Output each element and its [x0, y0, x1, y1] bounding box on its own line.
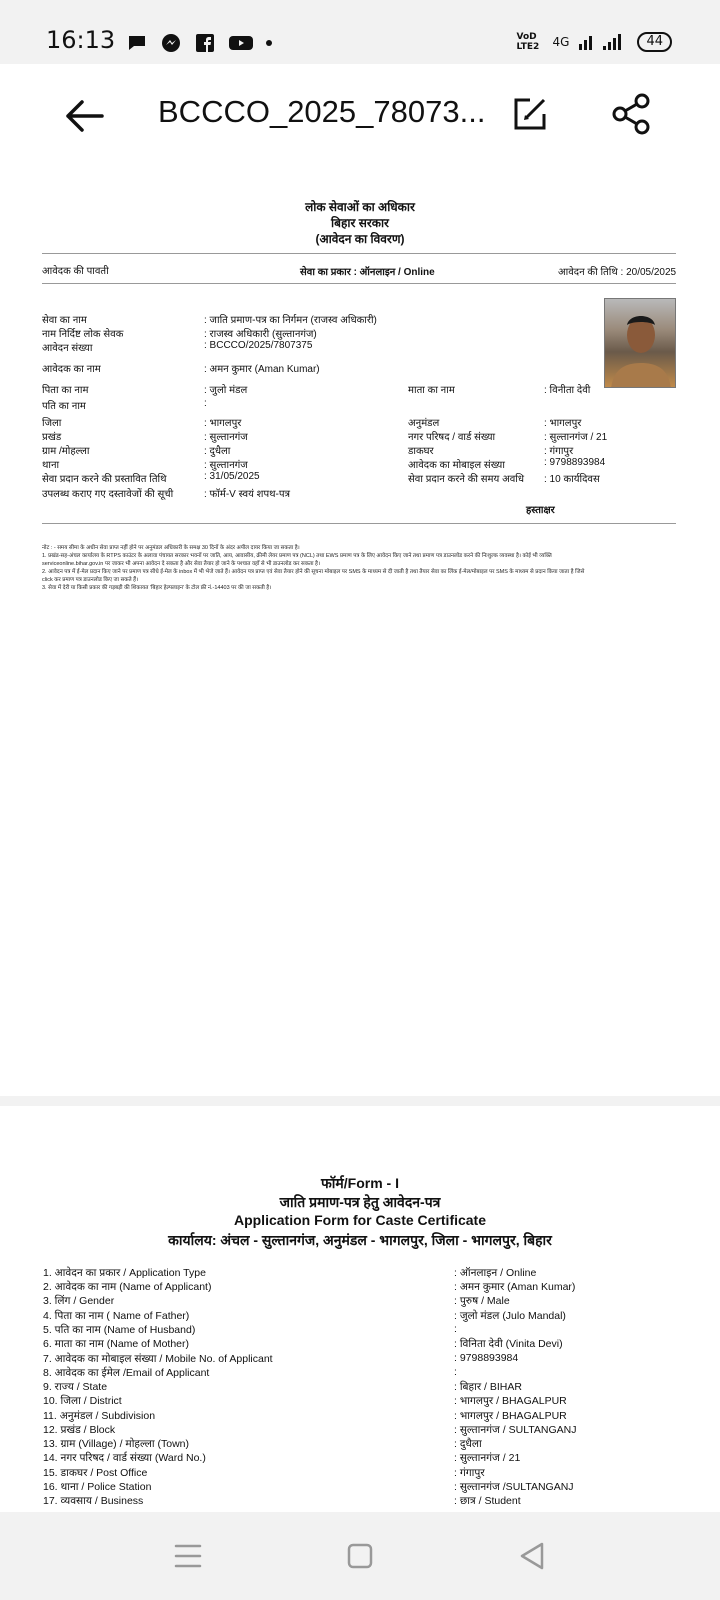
grid-label: आवेदक का मोबाइल संख्या [408, 460, 505, 471]
form-field-label: 4. पिता का नाम ( Name of Father) [43, 1310, 190, 1322]
form-field-value: : पुरुष / Male [454, 1295, 510, 1307]
grid-value: : 9798893984 [544, 457, 606, 468]
document-title: BCCCO_2025_78073... [158, 94, 486, 129]
form-field-value: : सुल्तानगंज / 21 [454, 1452, 521, 1464]
chat-bubble-icon [126, 32, 148, 54]
facebook-icon [194, 32, 216, 54]
form-field-value: : 9798893984 [454, 1352, 519, 1364]
header-line-3: (आवेदन का विवरण) [315, 232, 405, 246]
field-label: आवेदक का नाम [42, 364, 101, 375]
divider [42, 283, 676, 284]
edit-icon[interactable] [510, 94, 550, 134]
field-label: नाम निर्दिष्ट लोक सेवक [42, 329, 124, 340]
grid-label: डाकघर [408, 446, 434, 457]
note-line: 1. प्रखंड-सह-अंचल कार्यालय के RTPS काउंटर के अलावा पंचायत सरकार भवनों पर जाति, आय, आवासीय, क्रीमी लेयर प्रमाण पत्र (NCL) तथा EWS प्रमाण पत्र के लिए आवेदन किए जाने तथा प्रमाण पत्र डाउनलोड करने की निःशुल्क व्यवस्था है। कोई भी व्यक्ति [42, 553, 552, 559]
grid-label: प्रखंड [42, 432, 62, 443]
form-field-value: : [454, 1366, 457, 1378]
signal-strength-icon [579, 32, 627, 52]
messenger-icon [160, 32, 182, 54]
grid-value: : 10 कार्यदिवस [544, 474, 600, 485]
form-field-value: : छात्र / Student [454, 1495, 521, 1507]
grid-label: सेवा प्रदान करने की प्रस्तावित तिथि [42, 474, 167, 485]
form-field-label: 16. थाना / Police Station [43, 1481, 152, 1493]
form-field-value: : दुधैला [454, 1438, 482, 1450]
form-field-label: 13. ग्राम (Village) / मोहल्ला (Town) [43, 1438, 189, 1450]
grid-value: : जुलो मंडल [204, 385, 248, 396]
signature-label: हस्ताक्षर [526, 505, 555, 516]
youtube-icon [228, 32, 254, 54]
grid-label: पति का नाम [42, 401, 86, 412]
form-field-label: 3. लिंग / Gender [43, 1295, 115, 1307]
form-field-value: : बिहार / BIHAR [454, 1381, 522, 1393]
field-value: : राजस्व अधिकारी (सुल्तानगंज) [204, 329, 317, 340]
grid-value: : विनीता देवी [544, 385, 591, 396]
form-field-value: : ऑनलाइन / Online [454, 1267, 537, 1279]
form-field-value: : जुलो मंडल (Julo Mandal) [454, 1310, 566, 1322]
share-icon[interactable] [610, 92, 654, 136]
form-field-label: 14. नगर परिषद / वार्ड संख्या (Ward No.) [43, 1452, 206, 1464]
note-line: serviceonline.bihar.gov.in पर जाकर भी अपना आवेदन दे सकता है और सेवा तैयार हो जाने के पश्चात वहाँ से भी डाउनलोड कर सकता है। [42, 561, 321, 567]
form-field-label: 5. पति का नाम (Name of Husband) [43, 1324, 196, 1336]
battery-indicator: 44 [637, 32, 672, 52]
form-field-label: 10. जिला / District [43, 1395, 122, 1407]
form-field-value: : गंगापुर [454, 1467, 485, 1479]
network-type: 4G [552, 35, 570, 49]
grid-value: : सुल्तानगंज [204, 432, 248, 443]
form-field-label: 7. आवेदक का मोबाइल संख्या / Mobile No. of Applicant [43, 1353, 273, 1365]
form-field-label: 9. राज्य / State [43, 1381, 108, 1393]
grid-value: : भागलपुर [544, 418, 582, 429]
form-field-label: 8. आवेदक का ईमेल /Email of Applicant [43, 1367, 210, 1379]
service-type: सेवा का प्रकार : ऑनलाइन / Online [300, 267, 435, 278]
notification-icons [126, 32, 272, 54]
form-field-label: 6. माता का नाम (Name of Mother) [43, 1338, 190, 1350]
grid-label: माता का नाम [408, 385, 455, 396]
grid-value: : गंगापुर [544, 446, 574, 457]
volte-badge: VoD LTE2 [516, 32, 540, 52]
form-title-1: फॉर्म/Form - I [320, 1175, 399, 1191]
note-line: 2. आवेदन पत्र में ई-मेल प्रदान किए जाने पर प्रमाण पत्र सीधे ई-मेल के inbox में भी भेजे जाते हैं। आवेदन पत्र प्राप्त एवं सेवा तैयार होने की सूचना मोबाइल पर SMS के माध्यम से दी जाती है तथा तैयार सेवा का लिंक ई-मेल/मोबाइल पर SMS के माध्यम से प्रदान किया जाता है जिसे [42, 569, 585, 575]
field-label: सेवा का नाम [42, 315, 87, 326]
grid-value: : सुल्तानगंज / 21 [544, 432, 608, 443]
form-title-4: कार्यालय: अंचल - सुल्तानगंज, अनुमंडल - भागलपुर, जिला - भागलपुर, बिहार [168, 1232, 552, 1248]
form-field-label: 1. आवेदन का प्रकार / Application Type [43, 1267, 206, 1279]
back-arrow-icon[interactable] [60, 92, 108, 140]
back-icon[interactable] [510, 1534, 554, 1578]
note-line: नोट : - समय सीमा के अधीन सेवा प्राप्त नहीं होने पर अनुमंडल अधिकारी के समक्ष 30 दिनों के अंदर अपील दायर किया जा सकता है। [42, 545, 300, 551]
form-field-value: : [454, 1323, 457, 1335]
form-field-label: 15. डाकघर / Post Office [43, 1467, 148, 1479]
receipt-label: आवेदक की पावती [42, 266, 109, 277]
grid-value: : दुधैला [204, 446, 231, 457]
form-title-3: Application Form for Caste Certificate [233, 1212, 487, 1228]
form-field-value: : विनिता देवी (Vinita Devi) [454, 1338, 563, 1350]
grid-value: : 31/05/2025 [204, 471, 260, 482]
grid-value: : भागलपुर [204, 418, 242, 429]
note-line: click कर प्रमाण पत्र डाउनलोड किए जा सकते हैं। [42, 577, 139, 583]
status-bar [0, 0, 720, 64]
notes-section [42, 544, 676, 592]
grid-label: अनुमंडल [408, 418, 440, 429]
person-silhouette-icon [605, 299, 676, 388]
app-bar [0, 64, 720, 164]
grid-label: थाना [42, 460, 60, 471]
form-field-label: 2. आवेदक का नाम (Name of Applicant) [43, 1281, 212, 1293]
header-line-1: लोक सेवाओं का अधिकार [305, 200, 415, 214]
grid-label: सेवा प्रदान करने की समय अवधि [408, 474, 525, 485]
applicant-photo [604, 298, 676, 388]
field-value: : जाति प्रमाण-पत्र का निर्गमन (राजस्व अधिकारी) [204, 315, 377, 326]
field-value: : अमन कुमार (Aman Kumar) [204, 364, 320, 375]
field-label: आवेदन संख्या [42, 343, 93, 354]
more-notifications-dot [266, 40, 272, 46]
note-line: 3. सेवा में देरी या किसी प्रकार की गड़बड़ी की शिकायत 'बिहार हेल्पलाइन' के टोल फ्री नं.-14403 पर की जा सकती है। [42, 585, 272, 591]
grid-label: पिता का नाम [42, 385, 89, 396]
grid-value: : फॉर्म-V स्वयं शपथ-पत्र [204, 489, 291, 500]
form-field-label: 11. अनुमंडल / Subdivision [43, 1410, 156, 1422]
menu-icon[interactable] [166, 1534, 210, 1578]
form-field-value: : सुल्तानगंज / SULTANGANJ [454, 1424, 577, 1436]
pdf-page-1 [0, 164, 720, 1096]
grid-label: उपलब्ध कराए गए दस्तावेजों की सूची [42, 489, 174, 500]
form-title-2: जाति प्रमाण-पत्र हेतु आवेदन-पत्र [279, 1194, 441, 1210]
form-field-value: : अमन कुमार (Aman Kumar) [454, 1281, 576, 1293]
form-field-label: 12. प्रखंड / Block [43, 1424, 116, 1436]
form-field-value: : भागलपुर / BHAGALPUR [454, 1410, 567, 1422]
grid-value: : सुल्तानगंज [204, 460, 248, 471]
grid-label: जिला [42, 418, 62, 429]
grid-label: ग्राम /मोहल्ला [42, 446, 90, 457]
system-status [517, 32, 672, 52]
divider [42, 253, 676, 254]
form-field-label: 17. व्यवसाय / Business [43, 1495, 144, 1507]
form-field-value: : भागलपुर / BHAGALPUR [454, 1395, 567, 1407]
home-icon[interactable] [338, 1534, 382, 1578]
form-field-value: : सुल्तानगंज /SULTANGANJ [454, 1481, 574, 1493]
grid-label: नगर परिषद / वार्ड संख्या [408, 432, 496, 443]
navigation-bar [0, 1512, 720, 1600]
field-value: : BCCCO/2025/7807375 [204, 340, 313, 351]
application-date: आवेदन की तिथि : 20/05/2025 [558, 267, 677, 278]
pdf-page-2 [0, 1106, 720, 1512]
status-time: 16:13 [46, 26, 116, 54]
header-line-2: बिहार सरकार [331, 216, 389, 230]
divider [42, 523, 676, 524]
grid-value: : [204, 398, 207, 409]
